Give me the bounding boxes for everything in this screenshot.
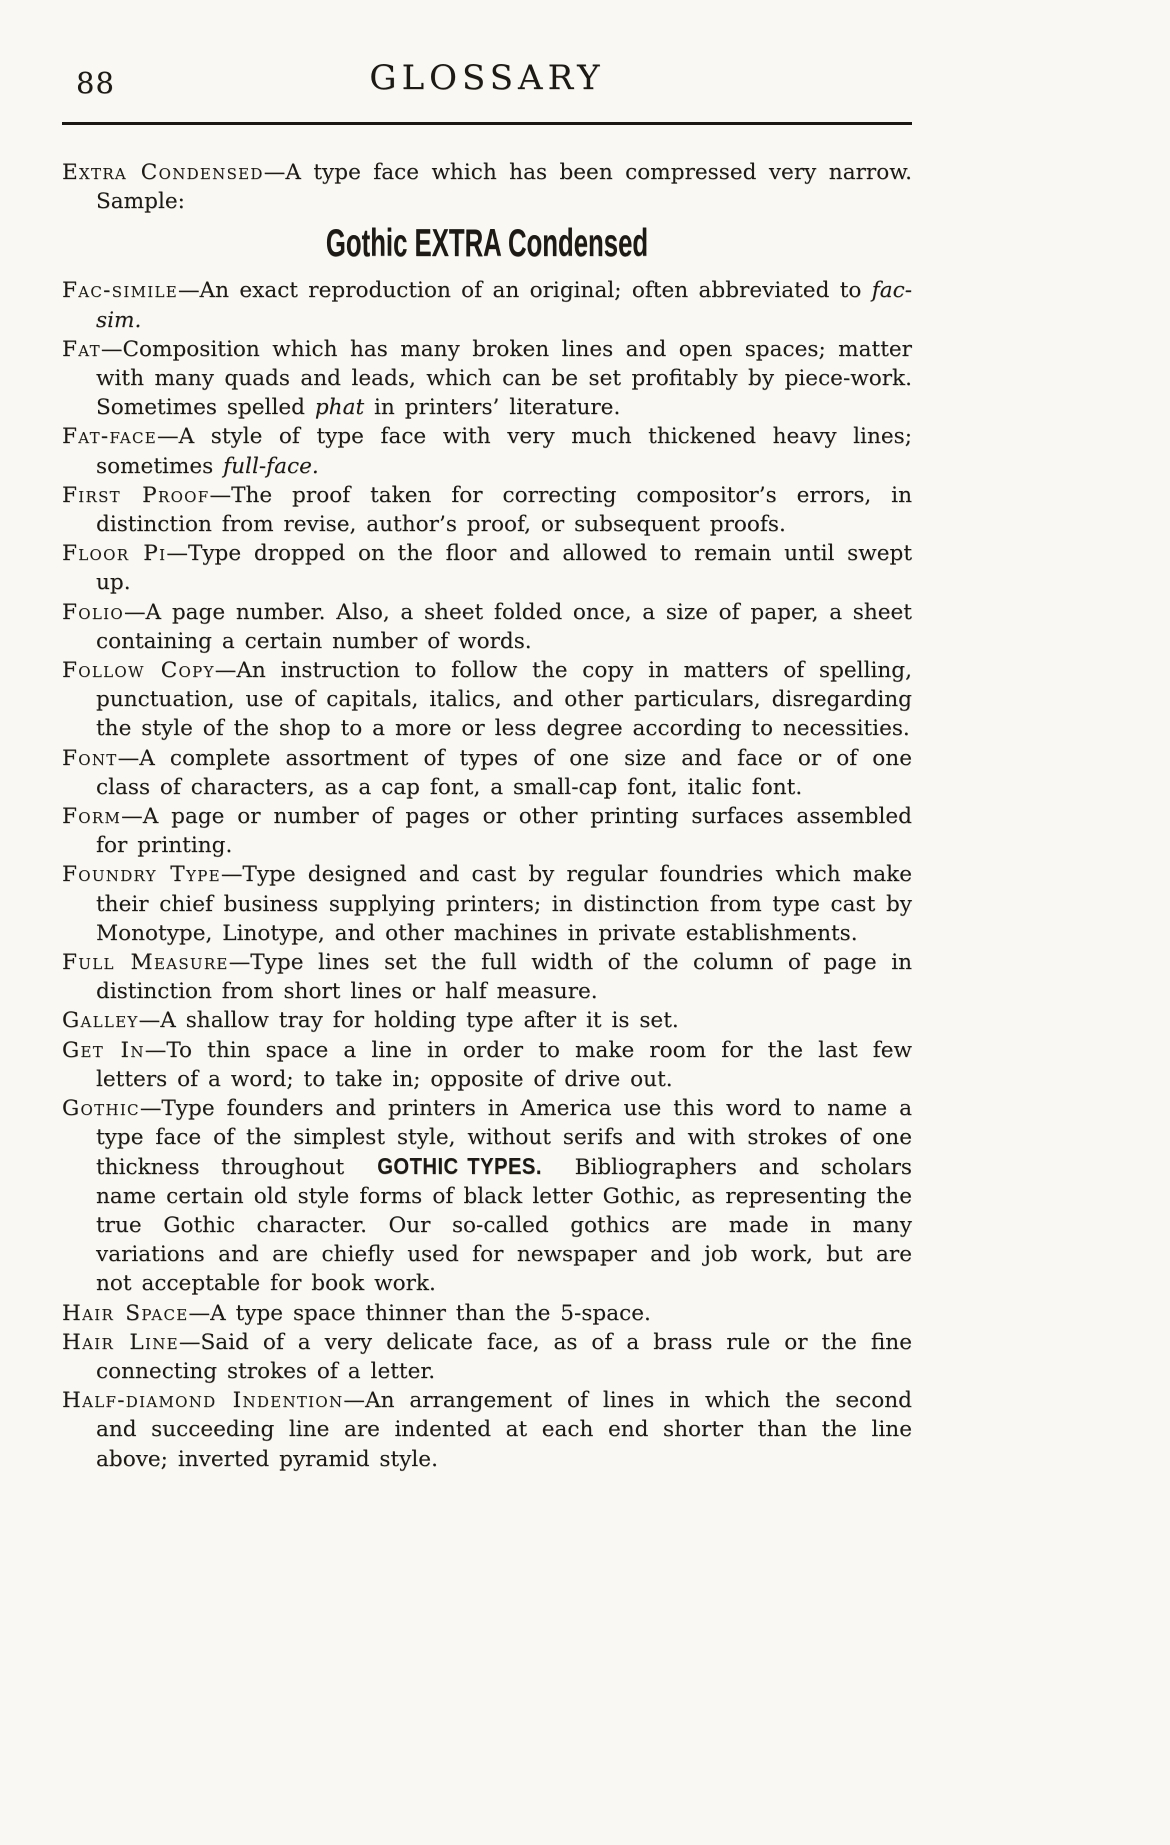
entry-term: Gothic [62,1096,140,1122]
entry-term: Floor Pi [62,541,167,567]
glossary-entry [62,158,912,216]
glossary-entry [62,276,912,334]
glossary-entry [62,744,912,802]
glossary-entry [62,1006,912,1035]
gothic-type-specimen: GOTHIC TYPES. [377,1152,542,1179]
page-title: GLOSSARY [369,58,605,98]
glossary-entry [62,481,912,539]
glossary-entry [62,1328,912,1386]
entry-term: Fac-simile [62,278,178,304]
entry-term: Font [62,745,118,771]
entry-definition-text: —A style of type face with very much thickened heavy lines; sometimes [96,424,912,479]
entry-term: Extra Condensed [62,160,264,185]
glossary-entry [62,422,912,480]
entry-definition-text: —An arrangement of lines in which the second and succeeding line are indented at each end shorter than the line above; inverted pyramid style. [96,1388,912,1472]
entry-term: Hair Line [62,1329,179,1355]
entry-term: Foundry Type [62,862,221,888]
entry-term: Fat [62,336,101,362]
glossary-entry [62,1386,912,1474]
entry-definition-text: Bibliographers and scholars name certain old style forms of black letter Gothic, as representing the true Gothic character. Our so-called gothics are made in many variations and are chiefly used for newspaper and job work, but are not acceptable for book work. [96,1154,912,1297]
entry-term: Full Measure [62,950,229,976]
page-number: 88 [76,66,115,100]
page-header [62,56,912,110]
entry-term: Get In [62,1037,145,1063]
entry-term: Fat-face [62,424,158,450]
condensed-type-sample: Gothic EXTRA Condensed [325,222,649,266]
entry-definition-text: —A page or number of pages or other printing surfaces assembled for printing. [96,804,912,859]
entry-definition-text: —A page number. Also, a sheet folded once, a size of paper, a sheet containing a certain number of words. [96,599,912,654]
glossary-entry [62,656,912,744]
glossary-entries [62,158,912,1474]
entry-definition-text: —An instruction to follow the copy in matters of spelling, punctuation, use of capitals, italics, and other particulars, disregarding the style of the shop to a more or less degree according to necessities. [96,658,912,742]
entry-term: Folio [62,599,124,625]
entry-definition-text: —Type lines set the full width of the column of page in distinction from short lines or half measure. [96,950,913,1005]
entry-definition-text: —An exact reproduction of an original; often abbreviated to [177,278,872,304]
entry-definition-text: —Type dropped on the floor and allowed to remain until swept up. [96,541,912,596]
glossary-entry [62,860,912,948]
entry-definition-text: —A type space thinner than the 5-space. [188,1300,651,1326]
entry-term: Hair Space [62,1300,189,1326]
entry-definition-text: —Composition which has many broken lines and open spaces; matter with many quads and leads, which can be set profitably by piece-work. Sometimes spelled [96,336,912,421]
glossary-entry [62,1299,912,1328]
entry-term: Half-diamond Indention [62,1388,344,1414]
glossary-entry [62,802,912,860]
glossary-entry [62,335,912,423]
header-rule [62,122,912,125]
entry-definition-text: —A complete assortment of types of one size and face or of one class of characters, as a cap font, a small-cap font, italic font. [96,745,912,800]
entry-term: Galley [62,1008,139,1034]
entry-definition-text: —Type designed and cast by regular foundries which make their chief business supplying printers; in distinction from type cast by Monotype, Linotype, and other machines in private establishments. [96,862,912,946]
entry-definition-text: —Type founders and printers in America use this word to name a type face of the simplest style, without serifs and with strokes of one thickness throughout [96,1096,912,1180]
entry-term: First Proof [62,482,210,508]
glossary-entry [62,598,912,656]
glossary-entry [62,948,912,1006]
entry-definition-text: —A shallow tray for holding type after it is set. [138,1008,679,1034]
entry-definition-text: phat [314,395,365,421]
entry-term: Form [62,804,122,830]
glossary-entry [62,1094,912,1298]
entry-definition-text: —Said of a very delicate face, as of a brass rule or the fine connecting strokes of a letter. [96,1329,912,1384]
glossary-entry [62,1036,912,1094]
entry-definition-text: —The proof taken for correcting compositor’s errors, in distinction from revise, author’s proof, or subsequent proofs. [96,482,912,538]
glossary-entry [62,539,912,597]
entry-definition-text: —A type face which has been compressed very narrow. Sample: [96,160,912,215]
entry-definition-text: fac-sim. [96,278,912,333]
entry-term: Follow Copy [62,658,215,684]
entry-definition-text: in printers’ literature. [364,395,621,421]
entry-definition-text: full-face. [223,453,319,479]
entry-definition-text: —To thin space a line in order to make room for the last few letters of a word; to take in; opposite of drive out. [96,1037,912,1092]
